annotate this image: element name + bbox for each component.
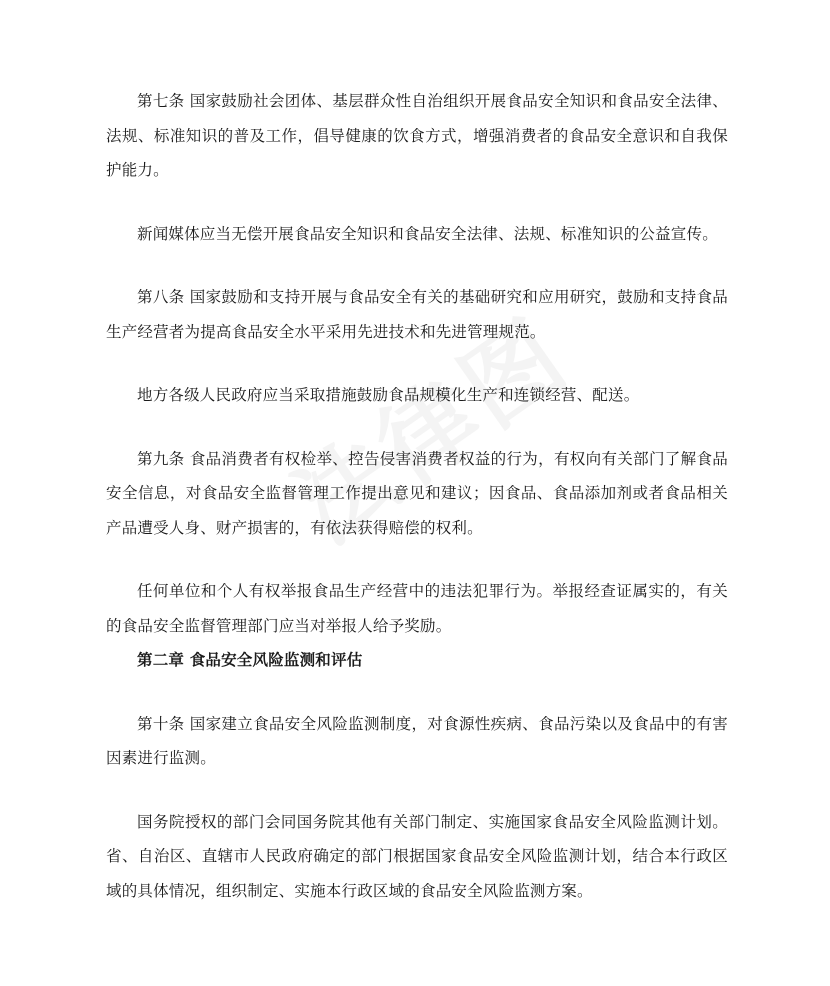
document-body <box>106 84 728 908</box>
article-9-paragraph-2: 任何单位和个人有权举报食品生产经营中的违法犯罪行为。举报经查证属实的，有关的食品安全监督管理部门应当对举报人给予奖励。 <box>106 582 728 635</box>
article-7-paragraph-2: 新闻媒体应当无偿开展食品安全知识和食品安全法律、法规、标准知识的公益宣传。 <box>137 224 718 243</box>
article-8-paragraph-1: 第八条 国家鼓励和支持开展与食品安全有关的基础研究和应用研究，鼓励和支持食品生产经营者为提高食品安全水平采用先进技术和先进管理规范。 <box>106 288 728 341</box>
article-7-paragraph-1: 第七条 国家鼓励社会团体、基层群众性自治组织开展食品安全知识和食品安全法律、法规、标准知识的普及工作，倡导健康的饮食方式，增强消费者的食品安全意识和自我保护能力。 <box>106 92 728 179</box>
article-9-paragraph-1: 第九条 食品消费者有权检举、控告侵害消费者权益的行为，有权向有关部门了解食品安全信息，对食品安全监督管理工作提出意见和建议；因食品、食品添加剂或者食品相关产品遭受人身、财产损害的，有依法获得赔偿的权利。 <box>106 449 728 537</box>
chapter-2-heading: 第二章 食品安全风险监测和评估 <box>137 651 363 669</box>
article-10-paragraph-1: 第十条 国家建立食品安全风险监测制度，对食源性疾病、食品污染以及食品中的有害因素进行监测。 <box>106 714 728 767</box>
article-10-paragraph-2: 国务院授权的部门会同国务院其他有关部门制定、实施国家食品安全风险监测计划。省、自治区、直辖市人民政府确定的部门根据国家食品安全风险监测计划，结合本行政区域的具体情况，组织制定、实施本行政区域的食品安全风险监测方案。 <box>106 812 728 900</box>
article-8-paragraph-2: 地方各级人民政府应当采取措施鼓励食品规模化生产和连锁经营、配送。 <box>137 386 640 404</box>
